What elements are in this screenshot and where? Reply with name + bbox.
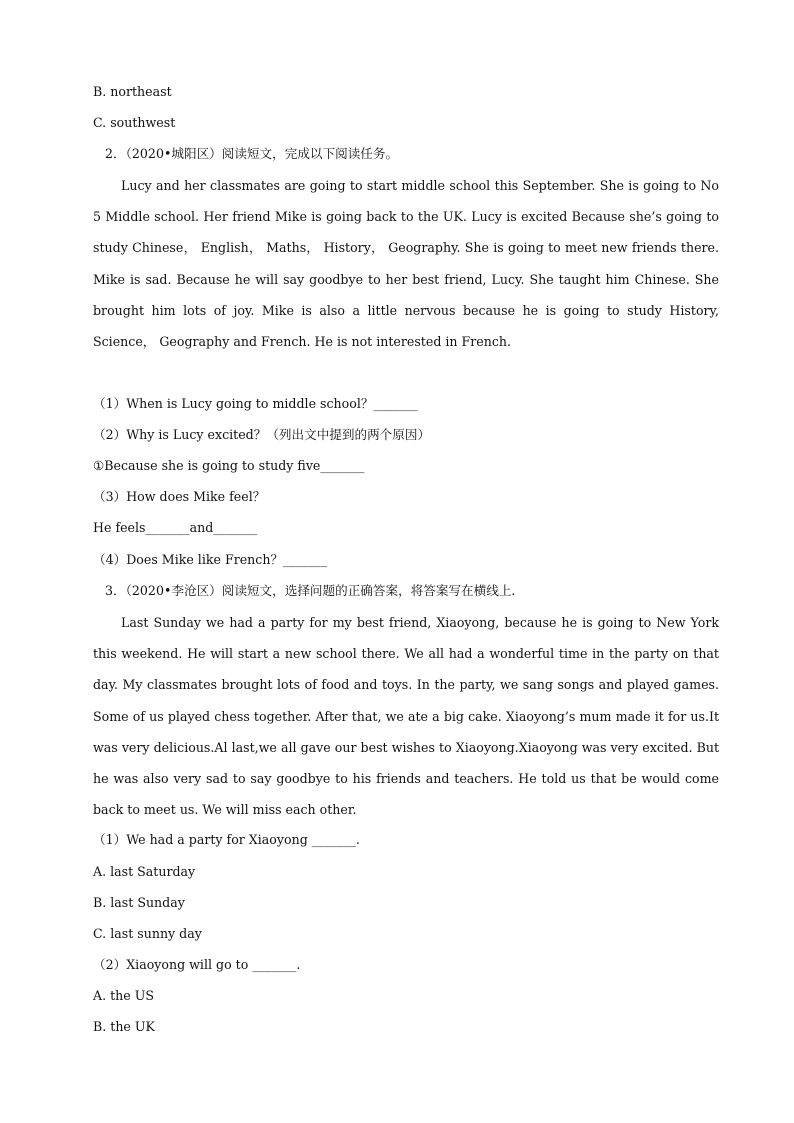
q2-item-4: （4）Does Mike like French？_______ <box>93 552 328 567</box>
question-3-heading: 3．（2020•李沧区）阅读短文，选择问题的正确答案，将答案写在横线上. <box>105 583 516 598</box>
q2-item-2: （2）Why is Lucy excited？（列出文中提到的两个原因） <box>93 427 431 442</box>
q2-item-3-answer-line: He feels_______and_______ <box>93 520 258 535</box>
question-2-heading: 2．（2020•城阳区）阅读短文，完成以下阅读任务。 <box>105 146 399 161</box>
q2-item-2-answer-line: ①Because she is going to study five_______ <box>93 458 365 473</box>
q2-item-3: （3）How does Mike feel？ <box>93 489 266 504</box>
q3-item-2-option-a: A. the US <box>93 988 154 1003</box>
q3-item-2-option-b: B. the UK <box>93 1019 155 1034</box>
question-3-passage: Last Sunday we had a party for my best friend, Xiaoyong, because he is going to New York this weekend. He will start a new school there. We all had a wonderful time in the party on that day. My classmates brought lots of food and toys. In the party, we sang songs and played games. Some of us played chess together. After that, we ate a big cake. Xiaoyong’s mum made it for us.It was very delicious.Al last,we all gave our best wishes to Xiaoyong.Xiaoyong was very excited. But he was also very sad to say goodbye to his friends and teachers. He told us that be would come back to meet us. We will miss each other. <box>93 615 719 818</box>
q2-item-1: （1）When is Lucy going to middle school？_______ <box>93 396 418 411</box>
q3-option-b: B. last Sunday <box>93 895 185 910</box>
q3-option-c: C. last sunny day <box>93 926 202 941</box>
option-b-northeast: B. northeast <box>93 84 172 99</box>
q3-item-2: （2）Xiaoyong will go to _______. <box>93 957 301 972</box>
q3-option-a: A. last Saturday <box>93 864 196 879</box>
q3-item-1: （1）We had a party for Xiaoyong _______. <box>93 832 360 847</box>
option-c-southwest: C. southwest <box>93 115 176 130</box>
question-2-passage: Lucy and her classmates are going to start middle school this September. She is going to No 5 Middle school. Her friend Mike is going back to the UK. Lucy is excited Because she’s going to study Chinese， English， Maths， History， Geography. She is going to meet new friends there. Mike is sad. Because he will say goodbye to her best friend, Lucy. She taught him Chinese. She brought him lots of joy. Mike is also a little nervous because he is going to study History, Science， Geography and French. He is not interested in French. <box>93 178 719 350</box>
